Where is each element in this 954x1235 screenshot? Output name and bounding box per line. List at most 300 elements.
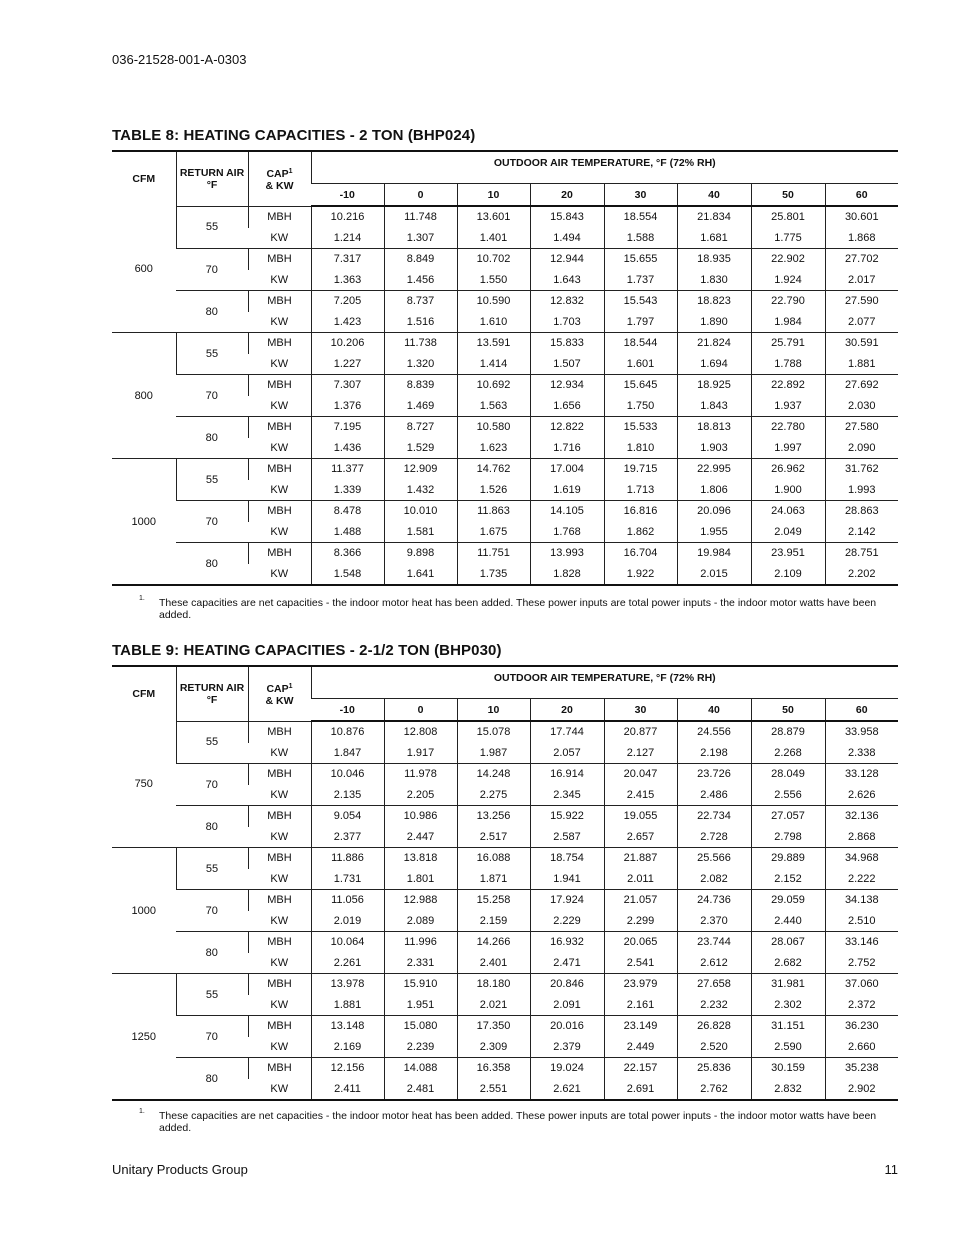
table-row: [112, 375, 898, 396]
header-return-air: RETURN AIR °F: [176, 666, 248, 721]
mbh-value-cell: 33.128: [825, 764, 898, 785]
kw-value-cell: 2.338: [825, 743, 898, 764]
table-row: [112, 1016, 898, 1037]
mbh-value-cell: 20.846: [530, 974, 604, 995]
header-temp-col: -10: [311, 699, 384, 722]
mbh-label-cell: MBH: [248, 1058, 311, 1079]
mbh-label-cell: MBH: [248, 291, 311, 312]
mbh-value-cell: 15.080: [384, 1016, 457, 1037]
kw-value-cell: 2.021: [457, 995, 530, 1016]
kw-value-cell: 1.868: [825, 228, 898, 249]
mbh-value-cell: 13.978: [311, 974, 384, 995]
kw-value-cell: 1.456: [384, 270, 457, 291]
kw-value-cell: 1.641: [384, 564, 457, 586]
table-9-title: TABLE 9: HEATING CAPACITIES - 2-1/2 TON (BHP030): [112, 642, 502, 659]
kw-value-cell: 1.768: [530, 522, 604, 543]
header-temp-col: -10: [311, 184, 384, 207]
table-8-footnote: [141, 597, 881, 621]
mbh-value-cell: 10.876: [311, 721, 384, 743]
kw-value-cell: 1.227: [311, 354, 384, 375]
header-cap-label: CAP: [266, 167, 289, 180]
kw-value-cell: 1.997: [751, 438, 825, 459]
kw-value-cell: 1.788: [751, 354, 825, 375]
kw-value-cell: 1.401: [457, 228, 530, 249]
mbh-value-cell: 15.910: [384, 974, 457, 995]
return-air-cell: 55: [176, 721, 248, 764]
kw-label-cell: KW: [270, 998, 289, 1011]
header-outdoor-temp: OUTDOOR AIR TEMPERATURE, °F (72% RH): [311, 666, 898, 699]
mbh-value-cell: 23.149: [604, 1016, 677, 1037]
header-kw-label: & KW: [265, 694, 294, 707]
return-air-cell: 70: [176, 249, 248, 291]
return-air-cell: 80: [176, 1058, 248, 1101]
return-air-cell: 70: [176, 890, 248, 932]
table-row: [112, 932, 898, 953]
kw-value-cell: 1.881: [311, 995, 384, 1016]
mbh-value-cell: 28.879: [751, 721, 825, 743]
mbh-value-cell: 20.877: [604, 721, 677, 743]
kw-label-cell: KW: [270, 231, 289, 244]
mbh-value-cell: 14.105: [530, 501, 604, 522]
mbh-label-cell: MBH: [248, 543, 311, 564]
kw-value-cell: 2.302: [751, 995, 825, 1016]
mbh-value-cell: 14.762: [457, 459, 530, 480]
kw-value-cell: 2.752: [825, 953, 898, 974]
kw-value-cell: 2.612: [677, 953, 751, 974]
kw-value-cell: 1.694: [677, 354, 751, 375]
kw-value-cell: 2.299: [604, 911, 677, 932]
kw-label-cell: KW: [270, 273, 289, 286]
kw-value-cell: 2.109: [751, 564, 825, 586]
header-return-air: RETURN AIR °F: [176, 151, 248, 206]
mbh-value-cell: 22.902: [751, 249, 825, 270]
mbh-value-cell: 10.580: [457, 417, 530, 438]
kw-value-cell: 2.091: [530, 995, 604, 1016]
kw-value-cell: 1.922: [604, 564, 677, 586]
header-cap-footnote-ref: 1: [288, 167, 293, 175]
mbh-value-cell: 11.978: [384, 764, 457, 785]
kw-value-cell: 1.601: [604, 354, 677, 375]
kw-value-cell: 2.520: [677, 1037, 751, 1058]
footnote-text: These capacities are net capacities - the indoor motor heat has been added. These power inputs are total power inputs - the indoor motor watts have been added.: [159, 1110, 877, 1134]
mbh-value-cell: 12.808: [384, 721, 457, 743]
mbh-value-cell: 10.692: [457, 375, 530, 396]
mbh-value-cell: 12.832: [530, 291, 604, 312]
kw-value-cell: 2.152: [751, 869, 825, 890]
mbh-value-cell: 20.016: [530, 1016, 604, 1037]
mbh-value-cell: 21.824: [677, 333, 751, 354]
kw-value-cell: 1.339: [311, 480, 384, 501]
kw-value-cell: 2.275: [457, 785, 530, 806]
kw-value-cell: 2.691: [604, 1079, 677, 1101]
kw-value-cell: 1.890: [677, 312, 751, 333]
mbh-label-cell: MBH: [248, 375, 311, 396]
kw-value-cell: 1.828: [530, 564, 604, 586]
document-id: 036-21528-001-A-0303: [112, 52, 247, 67]
mbh-value-cell: 27.590: [825, 291, 898, 312]
mbh-value-cell: 13.256: [457, 806, 530, 827]
mbh-label-cell: MBH: [248, 721, 311, 743]
kw-value-cell: 2.229: [530, 911, 604, 932]
mbh-value-cell: 14.088: [384, 1058, 457, 1079]
kw-value-cell: 2.626: [825, 785, 898, 806]
kw-value-cell: 2.517: [457, 827, 530, 848]
mbh-value-cell: 22.892: [751, 375, 825, 396]
kw-value-cell: 1.735: [457, 564, 530, 586]
kw-value-cell: 1.619: [530, 480, 604, 501]
mbh-value-cell: 36.230: [825, 1016, 898, 1037]
kw-value-cell: 1.363: [311, 270, 384, 291]
kw-value-cell: 1.737: [604, 270, 677, 291]
mbh-value-cell: 8.737: [384, 291, 457, 312]
return-air-cell: 80: [176, 806, 248, 848]
kw-value-cell: 2.377: [311, 827, 384, 848]
kw-value-cell: 2.268: [751, 743, 825, 764]
return-air-cell: 55: [176, 333, 248, 375]
kw-value-cell: 1.681: [677, 228, 751, 249]
mbh-value-cell: 8.727: [384, 417, 457, 438]
header-temp-col: 30: [604, 184, 677, 207]
kw-value-cell: 2.832: [751, 1079, 825, 1101]
mbh-label-cell: MBH: [248, 333, 311, 354]
kw-value-cell: 1.843: [677, 396, 751, 417]
mbh-label-cell: MBH: [248, 848, 311, 869]
kw-value-cell: 1.881: [825, 354, 898, 375]
header-cap-kw: [248, 666, 311, 721]
kw-value-cell: 2.232: [677, 995, 751, 1016]
cfm-cell: 1000: [112, 459, 176, 586]
kw-label-cell: KW: [270, 315, 289, 328]
mbh-value-cell: 33.146: [825, 932, 898, 953]
mbh-value-cell: 17.924: [530, 890, 604, 911]
kw-value-cell: 1.469: [384, 396, 457, 417]
mbh-value-cell: 15.843: [530, 206, 604, 228]
mbh-value-cell: 19.715: [604, 459, 677, 480]
kw-value-cell: 1.414: [457, 354, 530, 375]
kw-label-cell: KW: [270, 788, 289, 801]
mbh-value-cell: 13.818: [384, 848, 457, 869]
kw-value-cell: 1.675: [457, 522, 530, 543]
mbh-value-cell: 23.979: [604, 974, 677, 995]
mbh-value-cell: 16.358: [457, 1058, 530, 1079]
kw-value-cell: 2.331: [384, 953, 457, 974]
header-temp-col: 30: [604, 699, 677, 722]
mbh-value-cell: 29.059: [751, 890, 825, 911]
mbh-value-cell: 11.751: [457, 543, 530, 564]
table-row: [112, 764, 898, 785]
kw-value-cell: 2.205: [384, 785, 457, 806]
kw-value-cell: 1.941: [530, 869, 604, 890]
footnote-mark: 1.: [139, 1108, 145, 1115]
kw-value-cell: 2.030: [825, 396, 898, 417]
kw-value-cell: 2.590: [751, 1037, 825, 1058]
mbh-value-cell: 15.833: [530, 333, 604, 354]
kw-value-cell: 1.214: [311, 228, 384, 249]
mbh-value-cell: 21.887: [604, 848, 677, 869]
kw-value-cell: 2.309: [457, 1037, 530, 1058]
mbh-value-cell: 11.748: [384, 206, 457, 228]
mbh-value-cell: 21.057: [604, 890, 677, 911]
kw-value-cell: 2.621: [530, 1079, 604, 1101]
mbh-value-cell: 11.738: [384, 333, 457, 354]
kw-value-cell: 1.775: [751, 228, 825, 249]
mbh-value-cell: 7.317: [311, 249, 384, 270]
mbh-label-cell: MBH: [248, 806, 311, 827]
table-9-footnote: [141, 1110, 881, 1134]
cfm-cell: 1000: [112, 848, 176, 974]
mbh-value-cell: 20.065: [604, 932, 677, 953]
mbh-value-cell: 11.863: [457, 501, 530, 522]
mbh-value-cell: 18.925: [677, 375, 751, 396]
kw-value-cell: 2.762: [677, 1079, 751, 1101]
kw-value-cell: 2.902: [825, 1079, 898, 1101]
mbh-value-cell: 32.136: [825, 806, 898, 827]
mbh-value-cell: 19.055: [604, 806, 677, 827]
mbh-value-cell: 11.996: [384, 932, 457, 953]
kw-label-cell: KW: [270, 1040, 289, 1053]
kw-value-cell: 2.447: [384, 827, 457, 848]
kw-label-cell: KW: [270, 357, 289, 370]
mbh-value-cell: 18.544: [604, 333, 677, 354]
header-cfm: CFM: [132, 173, 156, 185]
kw-value-cell: 2.202: [825, 564, 898, 586]
mbh-value-cell: 23.726: [677, 764, 751, 785]
kw-value-cell: 1.900: [751, 480, 825, 501]
kw-value-cell: 1.797: [604, 312, 677, 333]
mbh-value-cell: 10.206: [311, 333, 384, 354]
kw-value-cell: 1.806: [677, 480, 751, 501]
header-temp-col: 0: [384, 184, 457, 207]
return-air-cell: 80: [176, 543, 248, 586]
kw-value-cell: 1.488: [311, 522, 384, 543]
table-row: [112, 291, 898, 312]
mbh-value-cell: 18.754: [530, 848, 604, 869]
kw-label-cell: KW: [270, 746, 289, 759]
table-row: [112, 543, 898, 564]
kw-value-cell: 1.871: [457, 869, 530, 890]
kw-value-cell: 1.937: [751, 396, 825, 417]
mbh-value-cell: 14.266: [457, 932, 530, 953]
mbh-value-cell: 31.151: [751, 1016, 825, 1037]
cfm-cell: 600: [134, 263, 153, 275]
kw-label-cell: KW: [270, 399, 289, 412]
kw-value-cell: 2.798: [751, 827, 825, 848]
kw-label-cell: KW: [270, 914, 289, 927]
header-temp-col: 0: [384, 699, 457, 722]
mbh-value-cell: 22.780: [751, 417, 825, 438]
kw-value-cell: 2.587: [530, 827, 604, 848]
mbh-value-cell: 16.816: [604, 501, 677, 522]
mbh-value-cell: 11.056: [311, 890, 384, 911]
kw-value-cell: 2.161: [604, 995, 677, 1016]
mbh-value-cell: 22.790: [751, 291, 825, 312]
kw-value-cell: 2.449: [604, 1037, 677, 1058]
mbh-value-cell: 19.984: [677, 543, 751, 564]
kw-value-cell: 1.924: [751, 270, 825, 291]
header-temp-col: 50: [751, 699, 825, 722]
mbh-value-cell: 16.914: [530, 764, 604, 785]
mbh-value-cell: 9.054: [311, 806, 384, 827]
mbh-value-cell: 18.554: [604, 206, 677, 228]
return-air-cell: 80: [176, 417, 248, 459]
kw-value-cell: 1.623: [457, 438, 530, 459]
kw-value-cell: 2.159: [457, 911, 530, 932]
kw-value-cell: 2.011: [604, 869, 677, 890]
kw-value-cell: 1.550: [457, 270, 530, 291]
mbh-value-cell: 25.566: [677, 848, 751, 869]
kw-value-cell: 1.810: [604, 438, 677, 459]
kw-value-cell: 1.903: [677, 438, 751, 459]
mbh-value-cell: 28.067: [751, 932, 825, 953]
mbh-value-cell: 8.366: [311, 543, 384, 564]
table-row: [112, 890, 898, 911]
mbh-value-cell: 8.839: [384, 375, 457, 396]
kw-value-cell: 2.481: [384, 1079, 457, 1101]
mbh-value-cell: 12.988: [384, 890, 457, 911]
mbh-value-cell: 16.932: [530, 932, 604, 953]
kw-value-cell: 2.551: [457, 1079, 530, 1101]
kw-value-cell: 1.993: [825, 480, 898, 501]
kw-label-cell: KW: [270, 1082, 289, 1095]
kw-label-cell: KW: [270, 525, 289, 538]
mbh-value-cell: 13.148: [311, 1016, 384, 1037]
kw-value-cell: 2.541: [604, 953, 677, 974]
return-air-cell: 80: [176, 932, 248, 974]
kw-value-cell: 2.017: [825, 270, 898, 291]
mbh-value-cell: 25.801: [751, 206, 825, 228]
mbh-value-cell: 34.138: [825, 890, 898, 911]
mbh-value-cell: 12.822: [530, 417, 604, 438]
mbh-value-cell: 15.655: [604, 249, 677, 270]
kw-value-cell: 1.656: [530, 396, 604, 417]
mbh-value-cell: 28.049: [751, 764, 825, 785]
mbh-value-cell: 11.886: [311, 848, 384, 869]
kw-value-cell: 1.750: [604, 396, 677, 417]
mbh-value-cell: 7.307: [311, 375, 384, 396]
kw-label-cell: KW: [270, 872, 289, 885]
kw-value-cell: 1.955: [677, 522, 751, 543]
header-cfm: CFM: [132, 688, 156, 700]
kw-value-cell: 1.320: [384, 354, 457, 375]
kw-value-cell: 1.548: [311, 564, 384, 586]
mbh-value-cell: 29.889: [751, 848, 825, 869]
mbh-value-cell: 18.813: [677, 417, 751, 438]
kw-value-cell: 2.660: [825, 1037, 898, 1058]
mbh-value-cell: 13.591: [457, 333, 530, 354]
kw-value-cell: 1.643: [530, 270, 604, 291]
kw-value-cell: 2.239: [384, 1037, 457, 1058]
cfm-cell: 1250: [112, 974, 176, 1101]
mbh-value-cell: 25.836: [677, 1058, 751, 1079]
mbh-value-cell: 15.533: [604, 417, 677, 438]
kw-label-cell: KW: [270, 567, 289, 580]
mbh-value-cell: 23.744: [677, 932, 751, 953]
mbh-label-cell: MBH: [248, 764, 311, 785]
mbh-value-cell: 30.601: [825, 206, 898, 228]
mbh-value-cell: 33.958: [825, 721, 898, 743]
mbh-value-cell: 8.478: [311, 501, 384, 522]
kw-value-cell: 1.984: [751, 312, 825, 333]
header-outdoor-temp: OUTDOOR AIR TEMPERATURE, °F (72% RH): [311, 151, 898, 184]
mbh-value-cell: 22.995: [677, 459, 751, 480]
mbh-value-cell: 22.157: [604, 1058, 677, 1079]
mbh-value-cell: 13.993: [530, 543, 604, 564]
kw-value-cell: 1.703: [530, 312, 604, 333]
footnote-mark: 1.: [139, 595, 145, 602]
mbh-value-cell: 12.909: [384, 459, 457, 480]
kw-value-cell: 2.868: [825, 827, 898, 848]
kw-value-cell: 2.372: [825, 995, 898, 1016]
header-temp-col: 10: [457, 184, 530, 207]
return-air-cell: 55: [176, 206, 248, 249]
mbh-value-cell: 11.377: [311, 459, 384, 480]
mbh-value-cell: 24.556: [677, 721, 751, 743]
header-temp-col: 10: [457, 699, 530, 722]
kw-value-cell: 2.089: [384, 911, 457, 932]
mbh-value-cell: 30.159: [751, 1058, 825, 1079]
mbh-label-cell: MBH: [248, 1016, 311, 1037]
mbh-value-cell: 12.156: [311, 1058, 384, 1079]
kw-value-cell: 2.127: [604, 743, 677, 764]
kw-value-cell: 1.801: [384, 869, 457, 890]
mbh-value-cell: 10.064: [311, 932, 384, 953]
mbh-value-cell: 15.645: [604, 375, 677, 396]
mbh-value-cell: 24.736: [677, 890, 751, 911]
header-temp-col: 50: [751, 184, 825, 207]
footnote-text: These capacities are net capacities - the indoor motor heat has been added. These power inputs are total power inputs - the indoor motor watts have been added.: [159, 597, 877, 621]
mbh-value-cell: 16.088: [457, 848, 530, 869]
mbh-value-cell: 17.004: [530, 459, 604, 480]
mbh-value-cell: 14.248: [457, 764, 530, 785]
kw-value-cell: 1.847: [311, 743, 384, 764]
mbh-value-cell: 30.591: [825, 333, 898, 354]
kw-value-cell: 2.728: [677, 827, 751, 848]
kw-value-cell: 2.169: [311, 1037, 384, 1058]
mbh-value-cell: 10.702: [457, 249, 530, 270]
mbh-value-cell: 27.658: [677, 974, 751, 995]
mbh-value-cell: 31.981: [751, 974, 825, 995]
kw-value-cell: 1.862: [604, 522, 677, 543]
mbh-value-cell: 15.922: [530, 806, 604, 827]
mbh-value-cell: 28.863: [825, 501, 898, 522]
kw-value-cell: 2.510: [825, 911, 898, 932]
mbh-value-cell: 20.047: [604, 764, 677, 785]
kw-value-cell: 1.307: [384, 228, 457, 249]
table-row: [112, 459, 898, 480]
header-temp-col: 40: [677, 699, 751, 722]
kw-value-cell: 1.588: [604, 228, 677, 249]
kw-value-cell: 2.090: [825, 438, 898, 459]
kw-value-cell: 2.440: [751, 911, 825, 932]
kw-value-cell: 1.731: [311, 869, 384, 890]
kw-value-cell: 2.379: [530, 1037, 604, 1058]
kw-value-cell: 2.261: [311, 953, 384, 974]
kw-value-cell: 1.516: [384, 312, 457, 333]
kw-value-cell: 2.411: [311, 1079, 384, 1101]
header-temp-col: 40: [677, 184, 751, 207]
kw-value-cell: 1.917: [384, 743, 457, 764]
mbh-value-cell: 10.010: [384, 501, 457, 522]
mbh-value-cell: 23.951: [751, 543, 825, 564]
kw-value-cell: 1.830: [677, 270, 751, 291]
mbh-value-cell: 16.704: [604, 543, 677, 564]
page-number: 11: [884, 1162, 898, 1177]
mbh-value-cell: 13.601: [457, 206, 530, 228]
kw-value-cell: 2.049: [751, 522, 825, 543]
kw-value-cell: 1.376: [311, 396, 384, 417]
kw-value-cell: 2.415: [604, 785, 677, 806]
kw-value-cell: 1.436: [311, 438, 384, 459]
